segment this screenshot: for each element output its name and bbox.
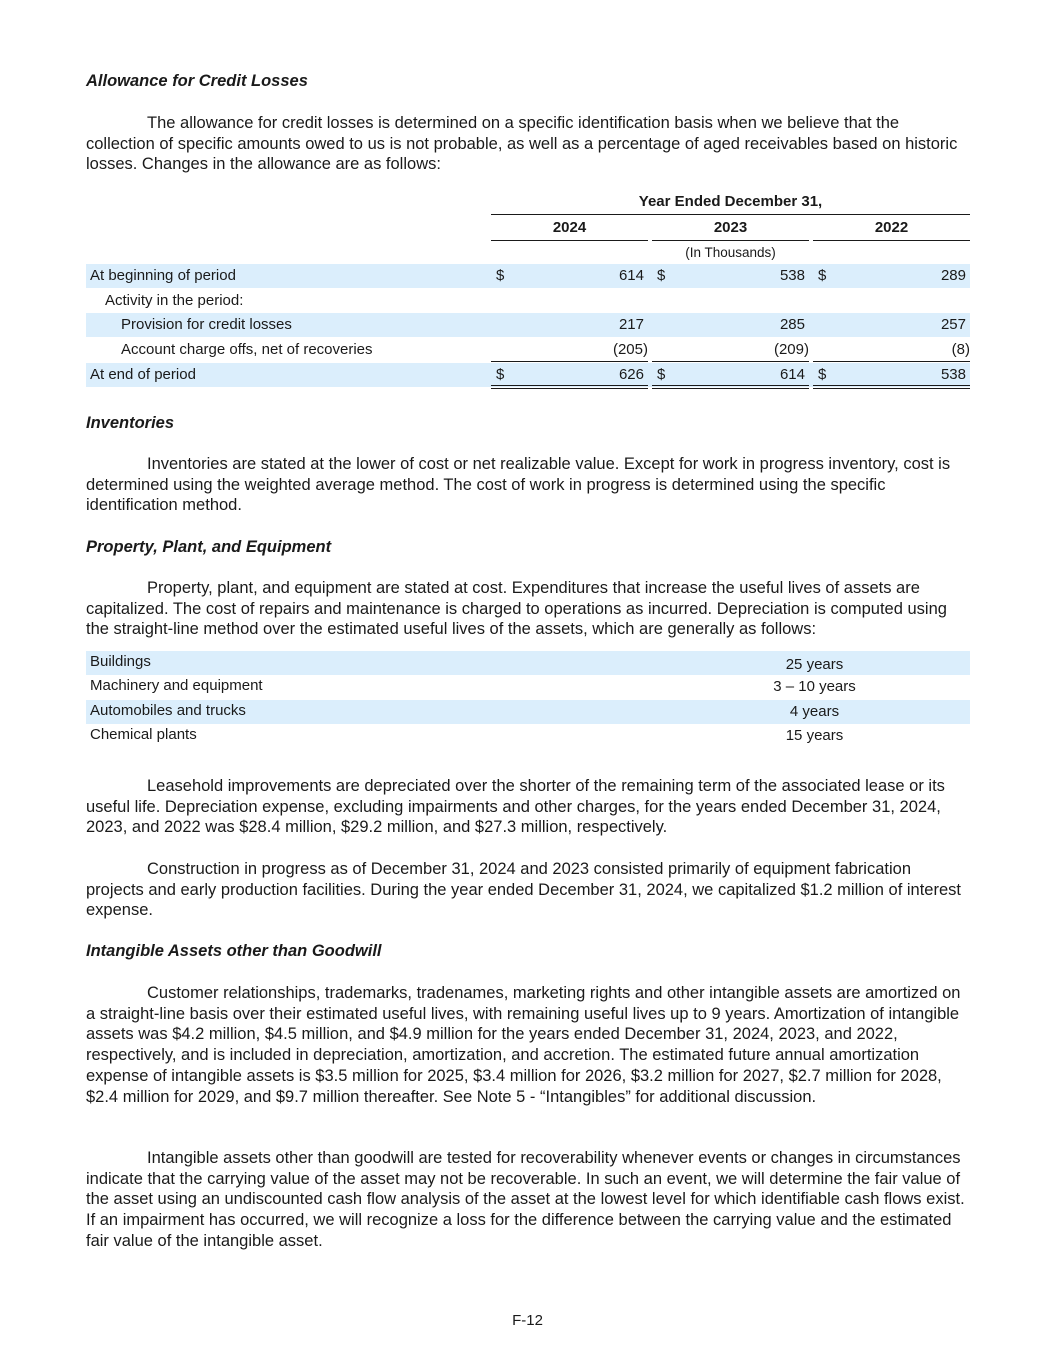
row-label: At end of period [90,366,196,383]
asset-label: Automobiles and trucks [90,702,246,719]
construction-paragraph [86,859,970,921]
asset-label: Chemical plants [90,726,197,743]
value-2024: 626 [618,366,644,383]
impairment-paragraph-text: Intangible assets other than goodwill are tested for recoverability whenever events or changes in circumstances indicate that the carrying value of the asset may not be recoverable. In such an event, we will determine the fair value of the asset using an undiscounted cash flow analysis of the asset at the lowest level for which identifiable cash flows exist. If an impairment has occurred, we will recognize a loss for the difference between the carrying value and the estimated fair value of the intangible asset. [86,1149,965,1250]
asset-life: 3 – 10 years [773,678,856,695]
asset-label: Machinery and equipment [90,677,263,694]
value-2023: 538 [779,267,805,284]
value-2024: 614 [618,267,644,284]
value-2022: 538 [940,366,966,383]
year-col-2024: 2024 [491,218,648,241]
ppe-paragraph-text: Property, plant, and equipment are stated at cost. Expenditures that increase the useful lives of assets are capitalized. The cost of repairs and maintenance is charged to operations as incurred. Depreciation is computed using the straight-line method over the estimated useful lives of the assets, which are generally as follows: [86,579,947,639]
currency-symbol: $ [496,267,505,284]
currency-symbol: $ [818,366,827,383]
table-units: (In Thousands) [685,245,776,260]
row-label: Provision for credit losses [121,316,292,333]
inventories-paragraph [86,454,970,516]
currency-symbol: $ [818,267,827,284]
row-label: At beginning of period [90,267,236,284]
leasehold-paragraph [86,776,970,838]
table-row [86,724,970,748]
value-2022: (8) [951,341,970,358]
year-col-2022: 2022 [813,218,970,241]
table-row [86,363,970,387]
value-2023: 285 [779,316,805,333]
ppe-paragraph [86,578,970,640]
ppe-heading: Property, Plant, and Equipment [86,538,332,556]
table-row [86,264,970,288]
currency-symbol: $ [657,366,666,383]
inventories-paragraph-text: Inventories are stated at the lower of cost or net realizable value. Except for work in progress inventory, cost is determined using the weighted average method. The cost of work in progress is determined using the specific identification method. [86,455,951,515]
impairment-paragraph [86,1148,970,1252]
credit-losses-heading: Allowance for Credit Losses [86,72,308,90]
table-row [86,651,970,675]
value-2022: 289 [940,267,966,284]
value-2022: 257 [940,316,966,333]
table-header-year-ended: Year Ended December 31, [491,192,970,215]
table-row [86,289,970,313]
asset-label: Buildings [90,653,151,670]
table-row [86,313,970,337]
table-row [86,675,970,699]
row-label: Activity in the period: [105,292,244,309]
row-label: Account charge offs, net of recoveries [121,341,373,358]
asset-life: 25 years [785,656,844,673]
inventories-heading: Inventories [86,414,175,432]
value-2023: (209) [773,341,809,358]
table-row [86,700,970,724]
currency-symbol: $ [496,366,505,383]
intangibles-paragraph-text: Customer relationships, trademarks, tradenames, marketing rights and other intangible assets are amortized on a straight-line basis over their estimated useful lives, with remaining useful lives up to 9 years. Amortization of intangible assets was $4.2 million, $4.5 million, and $4.9 million for the years ended December 31, 2024, 2023, and 2022, respectively, and is included in depreciation, amortization, and accretion. The estimated future annual amortization expense of intangible assets is $3.5 million for 2025, $3.4 million for 2026, $3.2 million for 2027, $2.7 million for 2028, $2.4 million for 2029, and $9.7 million thereafter. See Note 5 - “Intangibles” for additional discussion. [86,984,961,1106]
credit-losses-paragraph [86,113,970,175]
table-row [86,338,970,362]
value-2023: 614 [779,366,805,383]
leasehold-paragraph-text: Leasehold improvements are depreciated over the shorter of the remaining term of the associated lease or its useful life. Depreciation expense, excluding impairments and other charges, for the years ended December 31, 2024, 2023, and 2022 was $28.4 million, $29.2 million, and $27.3 million, respectively. [86,777,945,837]
intangibles-heading: Intangible Assets other than Goodwill [86,942,382,960]
credit-losses-paragraph-text: The allowance for credit losses is determined on a specific identification basis when we believe that the collection of specific amounts owed to us is not probable, as well as a percentage of aged receivables based on historic losses. Changes in the allowance are as follows: [86,114,958,174]
asset-life: 15 years [785,727,844,744]
construction-paragraph-text: Construction in progress as of December 31, 2024 and 2023 consisted primarily of equipment fabrication projects and early production facilities. During the year ended December 31, 2024, we capitalized $1.2 million of interest expense. [86,860,961,920]
asset-life: 4 years [789,703,840,720]
page-number: F-12 [512,1312,543,1329]
year-col-2023: 2023 [652,218,809,241]
value-2024: 217 [618,316,644,333]
intangibles-paragraph [86,983,970,1107]
currency-symbol: $ [657,267,666,284]
value-2024: (205) [612,341,648,358]
